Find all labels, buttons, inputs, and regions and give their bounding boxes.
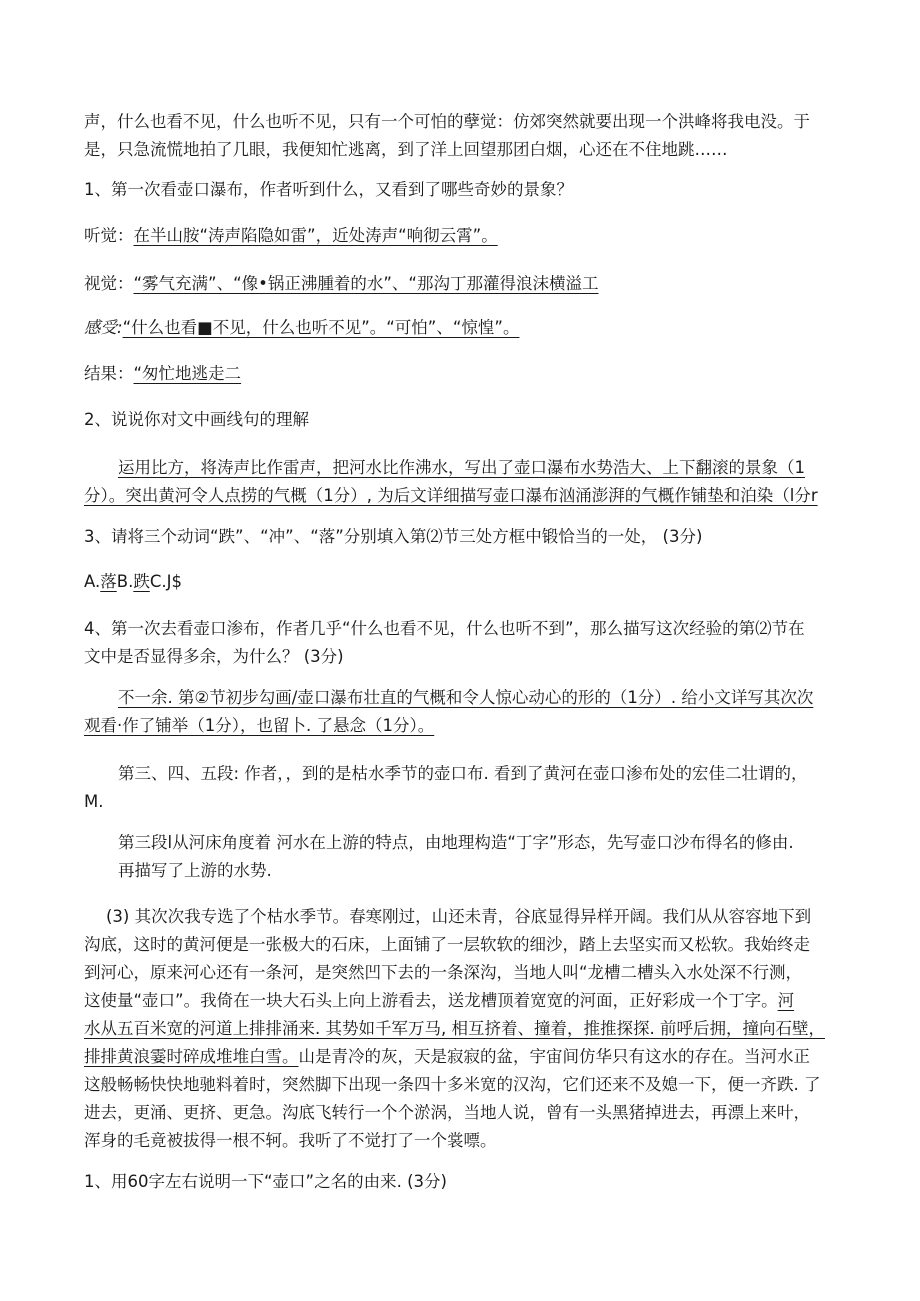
q1-hearing-row	[84, 224, 844, 248]
q2-answer-line-1: 运用比方，将涛声比作雷声，把河水比作沸水，写出了壶口瀑布水势浩大、上下翻滚的景象（1	[118, 458, 805, 477]
q1-feeling-row	[84, 316, 844, 340]
q1-vision-answer: “雾气充满”、“像•锅正沸腫着的水”、“那沟丁那灌得浪沫横溢工	[133, 274, 599, 293]
q1-feeling-answer: “什么也看■不见，什么也听不见”。“可怕”、“惊惶”。	[122, 318, 520, 337]
analysis-para-2-line-2: 再描写了上游的水势.	[118, 861, 272, 880]
question-1: 1、第一次看壶口瀑布，作者听到什么，又看到了哪些奇妙的景象？	[84, 180, 573, 199]
passage-3-line-6-text: 山是青冷的灰，天是寂寂的盆，宇宙间仿华只有这水的存在。当河水正	[298, 1047, 810, 1066]
analysis-para-1-line-1: 第三、四、五段: 作者，，到的是枯水季节的壶口布. 看到了黄河在壶口渗布处的宏佳二壮谓的，	[118, 764, 808, 783]
q3-option-b-prefix: B.	[116, 572, 134, 591]
passage-3-line-9: 浑身的毛竟被拔得一根不轲。我听了不觉打了一个裳嘌。	[84, 1131, 497, 1150]
analysis-para-1-line-2: M.	[84, 792, 104, 811]
passage-3-line-6	[84, 1045, 844, 1069]
q1-vision-label: 视觉：	[84, 274, 134, 293]
q3-options	[84, 570, 844, 594]
q4-answer-line-1: 不一余. 第②节初步勾画/壶口瀑布壮直的气概和令人惊心动心的形的（1分）. 给小文详写其次次	[118, 688, 814, 707]
question-2: 2、说说你对文中画线句的理解	[84, 410, 309, 429]
analysis-para-2-line-1: 第三段l从河床角度着 河水在上游的特点，由地理构造“丁字”形态，先写壶口沙布得名的修由.	[118, 833, 794, 852]
q1-result-label: 结果：	[84, 364, 134, 383]
passage-3-line-6-underlined: 排排黄浪霎时碎成堆堆白雪。	[84, 1047, 299, 1066]
q1-hearing-label: 听觉：	[84, 226, 134, 245]
q3-option-a-word: 落	[100, 572, 117, 591]
passage-3-line-5-underlined: 水从五百米宽的河道上排排涌来. 其势如千军万马, 相互挤着、撞着，推推探探. 前呼后拥，撞向石壁，	[84, 1019, 825, 1038]
passage-3-line-4-underlined: 河	[777, 991, 795, 1010]
question-4-line-2: 文中是否显得多余，为什么？ (3分)	[84, 647, 344, 666]
q2-answer-line-2: 分）。突出黄河令人点捞的气概（1分）, 为后文详细描写壶口瀑布汹涌澎湃的气概作铺垫和泊染（l分r	[84, 486, 818, 505]
intro-line-2: 是，只急流慌地拍了几眼，我便知忙逃离，到了洋上回望那团白烟，心还在不住地跳……	[84, 140, 728, 159]
intro-line-1: 声，什么也看不见，什么也听不见，只有一个可怕的孽觉：仿郊突然就要出现一个洪峰将我电没。于	[84, 112, 810, 131]
q1-result-row	[84, 362, 844, 386]
q4-answer-line-2: 观看·作了铺举（1分），也留卜. 了悬念（1分）。	[84, 716, 435, 735]
passage-3-line-8: 进去，更涌、更挤、更急。沟底飞转行一个个淤涡，当地人说，曾有一头黑猪掉进去，再漂上来叶，	[84, 1103, 810, 1122]
passage-3-line-7: 这般畅畅快快地驰料着时，突然脚下出现一条四十多米宽的汉沟，它们还来不及媳一下，便一齐跌. 了	[84, 1075, 821, 1094]
q3-option-b-word: 跌	[133, 572, 150, 591]
passage-3-line-1: (3) 其次次我专选了个枯水季节。春寒刚过，山还未青，谷底显得异样开阔。我们从从容容地下到	[106, 907, 812, 926]
passage-3-line-2: 沟底，这时的黄河便是一张极大的石床，上面铺了一层软软的细沙，踏上去坚实而又松软。我始终走	[84, 935, 810, 954]
question-3: 3、请将三个动词“跌”、“冲”、“落”分别填入第⑵节三处方框中锻恰当的一处， (3分)	[84, 527, 703, 546]
question-4-line-1: 4、第一次去看壶口渗布，作者几乎“什么也看不见，什么也听不到”，那么描写这次经验的第⑵节在	[84, 619, 805, 638]
q1-vision-row	[84, 272, 844, 296]
q3-option-a-prefix: A.	[84, 572, 101, 591]
q1-result-answer: “匆忙地逃走二	[133, 364, 242, 383]
q3-option-rest: C.J$	[149, 572, 182, 591]
passage-3-line-4	[84, 989, 844, 1013]
q1-feeling-label: 感受:	[84, 318, 123, 337]
passage-3-line-4-text: 这使量“壶口”。我倚在一块大石头上向上游看去，送龙槽顶着宽宽的河面，正好彩成一个丁字。	[84, 991, 778, 1010]
passage-3-line-3: 到河心，原来河心还有一条河，是突然凹下去的一条深沟，当地人叫“龙槽二槽头入水处深不行测，	[84, 963, 803, 982]
q1-hearing-answer: 在半山胺“涛声陷隐如雷”，近处涛声“响彻云霄”。	[133, 226, 498, 245]
question-5: 1、用60字左右说明一下“壶口”之名的由来. (3分)	[84, 1172, 447, 1191]
